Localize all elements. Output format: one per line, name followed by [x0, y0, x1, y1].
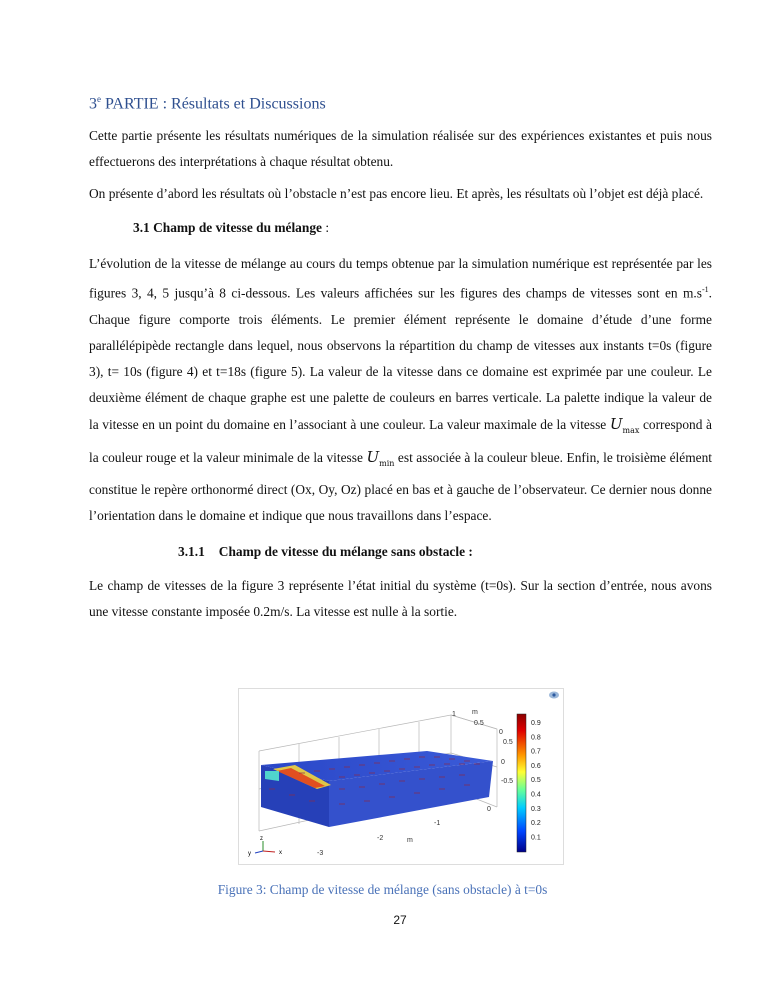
umin-symbol: $U_{min}$ [366, 447, 395, 468]
colorbar-tick-label: 0.6 [531, 762, 541, 770]
colorbar-tick-label: 0.7 [531, 748, 541, 756]
camera-icon[interactable] [549, 692, 559, 699]
intro-paragraph-1: Cette partie présente les résultats numériques de la simulation réalisée sur des expériences existantes et puis nous effectuerons des interprétations à chaque résultat obtenu. [89, 128, 712, 170]
axis-tick: 0 [487, 806, 491, 813]
colorbar-tick-label: 0.2 [531, 820, 541, 828]
axis-tick: -3 [317, 850, 324, 857]
section-3-1-heading: 3.1 Champ de vitesse du mélange : [133, 220, 330, 236]
colorbar-tick-label: 0.8 [531, 734, 541, 742]
domain-box [261, 751, 493, 827]
figure-caption: Figure 3: Champ de vitesse de mélange (sans obstacle) à t=0s [217, 882, 548, 897]
document-page [89, 88, 712, 625]
colorbar [517, 714, 526, 852]
umax-symbol: $U_{max}$ [609, 414, 640, 435]
velocity-field-plot [239, 689, 563, 864]
coordinate-triad [248, 836, 282, 857]
colorbar-ticks [531, 720, 541, 841]
axis-tick: -2 [377, 835, 384, 842]
colorbar-tick-label: 0.9 [531, 720, 541, 727]
axis-tick: 0.5 [503, 739, 513, 746]
axis-tick: 1 [452, 711, 456, 718]
axis-tick: 0.5 [474, 720, 484, 727]
axis-tick: 0 [499, 729, 503, 736]
part-heading: 3e PARTIE : Résultats et Discussions [89, 94, 326, 113]
colorbar-tick-label: 0.5 [531, 777, 541, 785]
axis-tick: -1 [434, 820, 441, 827]
triad-z: z [260, 836, 263, 842]
intro-paragraph-2: On présente d’abord les résultats où l’obstacle n’est pas encore lieu. Et après, les résultats où l’objet est déjà placé. [89, 186, 704, 202]
axis-tick: 0 [501, 759, 505, 766]
colorbar-tick-label: 0.3 [531, 805, 541, 813]
axis-unit-bottom: m [407, 837, 413, 844]
colorbar-tick-label: 0.4 [531, 791, 541, 799]
section-3-1-1-heading: 3.1.1 Champ de vitesse du mélange sans obstacle : [178, 543, 473, 559]
axis-unit-top: m [472, 709, 478, 716]
triad-y: y [248, 851, 251, 857]
axis-tick: -0.5 [501, 778, 514, 785]
colorbar-tick-label: 0.1 [531, 834, 541, 842]
section-3-1-paragraph: L’évolution de la vitesse de mélange au cours du temps obtenue par la simulation numérique est représentée par les figures 3, 4, 5 jusqu’à 8 ci-dessous. Les valeurs affichées sur les figures des champs de vitesses sont en $m.s^{-1}$. Chaque figure comporte trois éléments. Le premier élément représente le domaine d’étude d’une forme parallélépipède rectangle dans lequel, nous observons la répartition du champ de vitesses aux instants t=0s (figure 3), t= 10s (figure 4) et t=18s (figure 5). La valeur de la vitesse dans ce domaine est exprimée par une couleur. Le deuxième élément de chaque graphe est une palette de couleurs en barres verticale. La palette indique la valeur de la vitesse en un point du domaine en l’associant à une couleur. La valeur maximale de la vitesse $U_{max}$ correspond à la couleur rouge et la valeur minimale de la vitesse $U_{min}$ est associée à la couleur bleue. Enfin, le troisième élément constitue le repère orthonormé direct (Ox, Oy, Oz) placé en bas et à gauche de l’observateur. Ce dernier nous donne l’orientation dans le domaine et indique que nous travaillons dans l’espace. [89, 256, 712, 523]
velocity-field-figure [238, 688, 564, 865]
section-3-1-1-paragraph: Le champ de vitesses de la figure 3 représente l’état initial du système (t=0s). Sur la section d’entrée, nous avons une vitesse constante imposée 0.2m/s. La vitesse est nulle à la sortie. [89, 577, 712, 619]
page-number: 27 [393, 913, 407, 927]
triad-x: x [279, 850, 282, 856]
